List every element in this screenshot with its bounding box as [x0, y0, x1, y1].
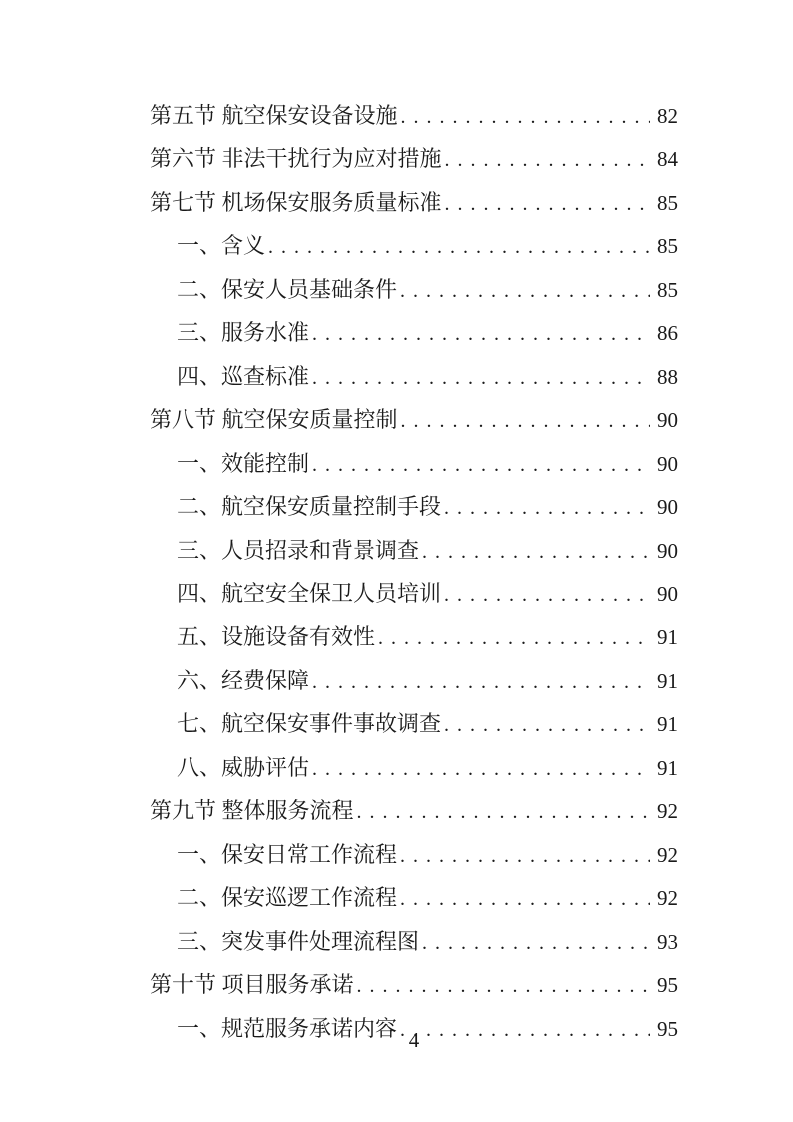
dot-leader [312, 660, 650, 703]
toc-entry-title: 一、保安日常工作流程 [177, 841, 398, 867]
toc-entry-page: 85 [657, 234, 678, 259]
toc-entry-title: 第五节 航空保安设备设施 [150, 103, 398, 128]
toc-entry-title: 第七节 机场保安服务质量标准 [150, 189, 442, 215]
toc-entry-title: 第八节 航空保安质量控制 [150, 407, 398, 433]
toc-entry-title: 六、经费保障 [177, 667, 310, 693]
toc-entry-page: 85 [657, 277, 678, 302]
toc-entry-page: 90 [657, 495, 678, 520]
dot-leader [401, 95, 650, 138]
toc-entry-title: 五、设施设备有效性 [177, 624, 376, 650]
toc-entry-page: 91 [657, 668, 678, 693]
toc-entry-title: 三、人员招录和背景调查 [177, 537, 420, 563]
dot-leader [400, 269, 650, 312]
toc-entry-title: 一、效能控制 [177, 450, 310, 476]
toc-entry-title: 一、规范服务承诺内容 [177, 1015, 398, 1041]
toc-entry-title: 四、巡查标准 [177, 363, 310, 389]
dot-leader [422, 530, 650, 573]
toc-entry [150, 921, 678, 964]
toc-entry-title: 二、保安巡逻工作流程 [177, 885, 398, 911]
toc-list [150, 95, 678, 1051]
toc-entry [150, 356, 678, 399]
toc-entry [150, 443, 678, 486]
toc-entry [150, 399, 678, 442]
dot-leader [312, 356, 650, 399]
toc-entry-page: 91 [657, 755, 678, 780]
toc-entry-page: 90 [657, 581, 678, 606]
toc-entry-title: 一、含义 [177, 233, 266, 259]
dot-leader [445, 138, 650, 181]
toc-entry-title: 第九节 整体服务流程 [150, 798, 354, 824]
toc-entry-title: 八、威胁评估 [177, 754, 310, 780]
dot-leader [312, 312, 650, 355]
toc-entry-page: 91 [657, 625, 678, 650]
toc-entry [150, 877, 678, 920]
toc-entry [150, 225, 678, 268]
dot-leader [357, 964, 650, 1007]
dot-leader [357, 790, 650, 833]
toc-entry-title: 四、航空安全保卫人员培训 [177, 580, 442, 606]
toc-entry [150, 312, 678, 355]
toc-entry-page: 90 [657, 408, 678, 433]
toc-entry-title: 第十节 项目服务承诺 [150, 972, 354, 998]
toc-entry [150, 95, 678, 138]
dot-leader [445, 182, 650, 225]
toc-entry-title: 第六节 非法干扰行为应对措施 [150, 146, 442, 172]
toc-entry-page: 92 [657, 799, 678, 824]
toc-entry-page: 90 [657, 538, 678, 563]
toc-entry-page: 88 [657, 364, 678, 389]
toc-entry-page: 90 [657, 451, 678, 476]
toc-entry [150, 703, 678, 746]
toc-entry [150, 790, 678, 833]
toc-entry-page: 91 [657, 712, 678, 737]
toc-entry-title: 三、服务水准 [177, 320, 310, 346]
toc-entry-page: 95 [657, 1016, 678, 1041]
toc-entry-page: 92 [657, 886, 678, 911]
toc-entry-title: 七、航空保安事件事故调查 [177, 711, 442, 737]
toc-entry [150, 138, 678, 181]
toc-entry [150, 834, 678, 877]
dot-leader [312, 443, 650, 486]
toc-entry-title: 二、保安人员基础条件 [177, 276, 398, 302]
toc-entry [150, 530, 678, 573]
toc-entry [150, 616, 678, 659]
toc-entry [150, 573, 678, 616]
toc-entry-page: 93 [657, 929, 678, 954]
toc-entry [150, 486, 678, 529]
dot-leader [400, 834, 650, 877]
dot-leader [444, 573, 650, 616]
toc-entry [150, 747, 678, 790]
dot-leader [312, 747, 650, 790]
toc-entry-page: 84 [657, 147, 678, 172]
dot-leader [401, 399, 650, 442]
toc-entry-title: 二、航空保安质量控制手段 [177, 494, 442, 520]
toc-entry [150, 660, 678, 703]
toc-entry [150, 182, 678, 225]
toc-entry [150, 964, 678, 1007]
page-number-footer [150, 1028, 678, 1052]
page-number: 4 [408, 1028, 420, 1052]
toc-entry-page: 82 [657, 104, 678, 128]
dot-leader [444, 703, 650, 746]
dot-leader [444, 486, 650, 529]
toc-entry-title: 三、突发事件处理流程图 [177, 928, 420, 954]
dot-leader [422, 921, 650, 964]
toc-entry-page: 92 [657, 842, 678, 867]
toc-entry-page: 86 [657, 321, 678, 346]
dot-leader [378, 616, 650, 659]
toc-entry [150, 269, 678, 312]
toc-entry-page: 85 [657, 190, 678, 215]
toc-entry-page: 95 [657, 973, 678, 998]
dot-leader [268, 225, 650, 268]
dot-leader [400, 877, 650, 920]
